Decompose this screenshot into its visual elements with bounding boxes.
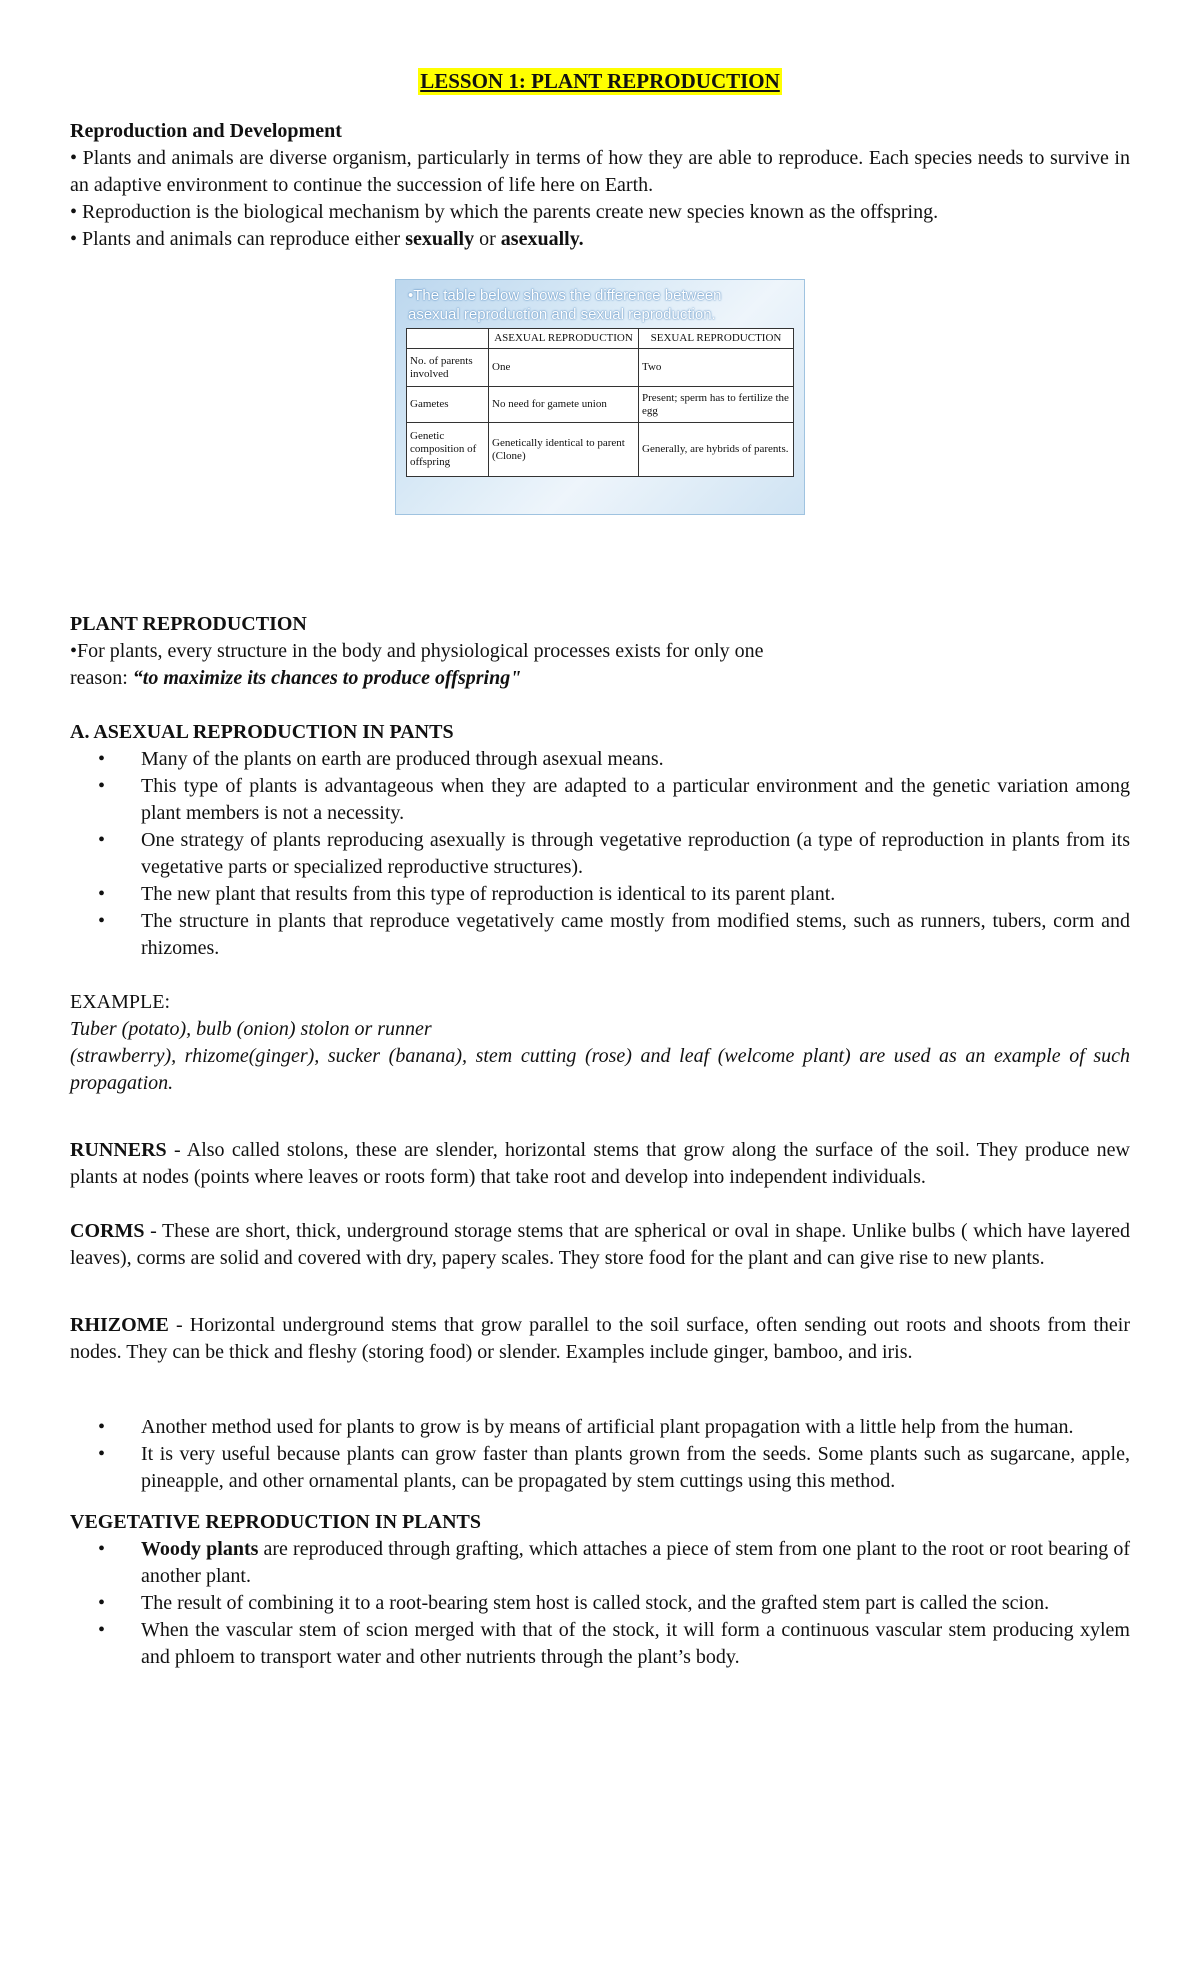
table-cell: No need for gamete union: [489, 387, 639, 423]
list-item: • The new plant that results from this type of reproduction is identical to its parent plant.: [98, 881, 1130, 908]
figure-caption-line-2: asexual reproduction and sexual reproduction.: [408, 306, 716, 323]
intro-paragraph-3: [70, 226, 1130, 253]
list-item: • Many of the plants on earth are produced through asexual means.: [98, 746, 1130, 773]
title-wrap: [70, 68, 1130, 96]
list-item: • When the vascular stem of scion merged with that of the stock, it will form a continuous vascular stem producing xylem and phloem to transport water and other nutrients through the plant’s body.: [98, 1617, 1130, 1671]
table-header-row: [407, 329, 794, 349]
table-cell: No. of parents involved: [407, 349, 489, 387]
table-cell: Present; sperm has to fertilize the egg: [639, 387, 794, 423]
runners-text: - Also called stolons, these are slender, horizontal stems that grow along the surface of the soil. They produce new plants at nodes (points where leaves or roots form) that take root and develop into independent individuals.: [70, 1139, 1130, 1188]
list-item: • The result of combining it to a root-bearing stem host is called stock, and the grafted stem part is called the scion.: [98, 1590, 1130, 1617]
plant-reproduction-heading: PLANT REPRODUCTION: [70, 613, 307, 635]
intro-paragraph-2: • Reproduction is the biological mechanism by which the parents create new species known as the offspring.: [70, 201, 939, 223]
comparison-table: [406, 328, 794, 477]
list-item: • It is very useful because plants can grow faster than plants grown from the seeds. Some plants such as sugarcane, apple, pineapple, and other ornamental plants, can be propagated by stem cuttings using this method.: [98, 1441, 1130, 1495]
intro-p3-asexually: asexually.: [500, 228, 584, 250]
intro-p3-mid: or: [474, 228, 501, 250]
runners-paragraph: [70, 1137, 1130, 1191]
plant-reproduction-line-1: •For plants, every structure in the body and physiological processes exists for only one: [70, 640, 764, 662]
asexual-heading: A. ASEXUAL REPRODUCTION IN PANTS: [70, 721, 454, 743]
list-item: • The structure in plants that reproduce vegetatively came mostly from modified stems, such as runners, tubers, corm and rhizomes.: [98, 908, 1130, 962]
woody-plants-term: Woody plants: [141, 1538, 259, 1560]
asexual-bullet-list: [98, 746, 1130, 962]
example-line-1: Tuber (potato), bulb (onion) stolon or runner: [70, 1018, 432, 1040]
table-cell: Genetically identical to parent (Clone): [489, 423, 639, 477]
plant-reason-quote: “to maximize its chances to produce offspring": [132, 667, 522, 689]
intro-p3-sexually: sexually: [405, 228, 475, 250]
table-row: [407, 423, 794, 477]
figure-caption-line-1: •The table below shows the difference between: [408, 287, 722, 304]
table-cell: Two: [639, 349, 794, 387]
table-cell: Genetic composition of offspring: [407, 423, 489, 477]
list-item: • One strategy of plants reproducing asexually is through vegetative reproduction (a type of reproduction in plants from its vegetative parts or specialized reproductive structures).: [98, 827, 1130, 881]
corms-text: - These are short, thick, underground storage stems that are spherical or oval in shape. Unlike bulbs ( which have layered leaves), corms are solid and covered with dry, papery scales. They store food for the plant and can give rise to new plants.: [70, 1220, 1130, 1269]
plant-line-2-pre: reason:: [70, 667, 133, 689]
vegetative-bullet-list: [98, 1536, 1130, 1671]
table-row: [407, 387, 794, 423]
runners-term: RUNNERS: [70, 1139, 167, 1161]
list-item: • Another method used for plants to grow is by means of artificial plant propagation with a little help from the human.: [98, 1414, 1130, 1441]
table-header-cell: ASEXUAL REPRODUCTION: [489, 329, 639, 349]
example-label: EXAMPLE:: [70, 991, 170, 1013]
list-item: [98, 1536, 1130, 1590]
woody-plants-text: are reproduced through grafting, which attaches a piece of stem from one plant to the root or root bearing of another plant.: [141, 1538, 1130, 1587]
artificial-bullet-list: [98, 1414, 1130, 1495]
table-cell: Generally, are hybrids of parents.: [639, 423, 794, 477]
table-cell: Gametes: [407, 387, 489, 423]
rhizome-term: RHIZOME: [70, 1314, 169, 1336]
plant-reproduction-line-2: [70, 665, 1130, 692]
table-header-cell: [407, 329, 489, 349]
list-item: • This type of plants is advantageous when they are adapted to a particular environment and the genetic variation among plant members is not a necessity.: [98, 773, 1130, 827]
intro-paragraph-1: • Plants and animals are diverse organism, particularly in terms of how they are able to reproduce. Each species needs to survive in an adaptive environment to continue the succession of life here on Earth.: [70, 147, 1130, 196]
comparison-table-image: [395, 279, 805, 515]
example-line-2: (strawberry), rhizome(ginger), sucker (banana), stem cutting (rose) and leaf (welcome plant) are used as an example of such propagation.: [70, 1045, 1130, 1094]
lesson-title: LESSON 1: PLANT REPRODUCTION: [420, 69, 780, 93]
rhizome-text: - Horizontal underground stems that grow parallel to the soil surface, often sending out roots and shoots from their nodes. They can be thick and fleshy (storing food) or slender. Examples include ginger, bamboo, and iris.: [70, 1314, 1130, 1363]
intro-heading: Reproduction and Development: [70, 120, 342, 142]
intro-p3-pre: • Plants and animals can reproduce either: [70, 228, 406, 250]
corms-paragraph: [70, 1218, 1130, 1272]
table-cell: One: [489, 349, 639, 387]
corms-term: CORMS: [70, 1220, 145, 1242]
vegetative-heading: VEGETATIVE REPRODUCTION IN PLANTS: [70, 1511, 481, 1533]
table-row: [407, 349, 794, 387]
rhizome-paragraph: [70, 1312, 1130, 1366]
table-header-cell: SEXUAL REPRODUCTION: [639, 329, 794, 349]
